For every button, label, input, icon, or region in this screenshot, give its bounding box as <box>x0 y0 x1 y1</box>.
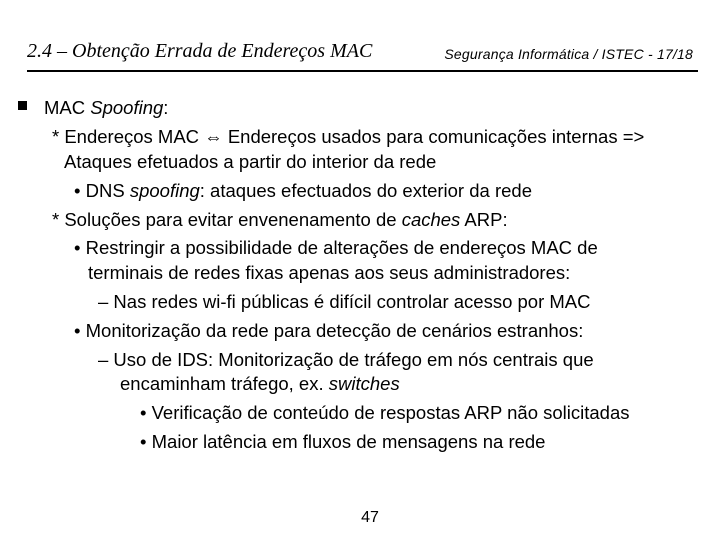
line-3 <box>52 208 508 232</box>
line-3-post: ARP: <box>460 209 508 230</box>
bullet-square <box>18 101 27 110</box>
line-1b: Ataques efetuados a partir do interior da rede <box>64 151 437 172</box>
topic-end: : <box>163 97 169 118</box>
page-number: 47 <box>361 509 379 526</box>
line-2-pre: • DNS <box>74 180 130 201</box>
header-title: 2.4 – Obtenção Errada de Endereços MAC <box>27 40 373 62</box>
line-2 <box>74 179 532 203</box>
header-rule <box>27 70 698 72</box>
line-4b: terminais de redes fixas apenas aos seus administradores: <box>88 262 571 283</box>
line-7: – Uso de IDS: Monitorização de tráfego em nós centrais que <box>98 349 594 370</box>
line-7b-pre: encaminham tráfego, ex. <box>120 373 329 394</box>
header-meta: Segurança Informática / ISTEC - 17/18 <box>444 46 693 62</box>
line-7b-em: switches <box>328 373 400 394</box>
line-5: – Nas redes wi-fi públicas é difícil controlar acesso por MAC <box>98 291 591 312</box>
line-2-post: : ataques efectuados do exterior da rede <box>199 180 532 201</box>
topic-line <box>44 96 168 120</box>
line-1: * Endereços MAC ⇔ Endereços usados para comunicações internas => <box>52 126 645 147</box>
line-9: • Maior latência em fluxos de mensagens na rede <box>140 431 546 452</box>
line-6: • Monitorização da rede para detecção de cenários estranhos: <box>74 320 584 341</box>
topic-em: Spoofing <box>90 97 164 118</box>
line-8: • Verificação de conteúdo de respostas ARP não solicitadas <box>140 402 630 423</box>
line-3-pre: * Soluções para evitar envenenamento de <box>52 209 402 230</box>
line-2-em: spoofing <box>129 180 200 201</box>
line-4: • Restringir a possibilidade de alterações de endereços MAC de <box>74 237 598 258</box>
line-7b <box>120 372 400 396</box>
topic-label: MAC <box>44 97 91 118</box>
line-3-em: caches <box>401 209 461 230</box>
